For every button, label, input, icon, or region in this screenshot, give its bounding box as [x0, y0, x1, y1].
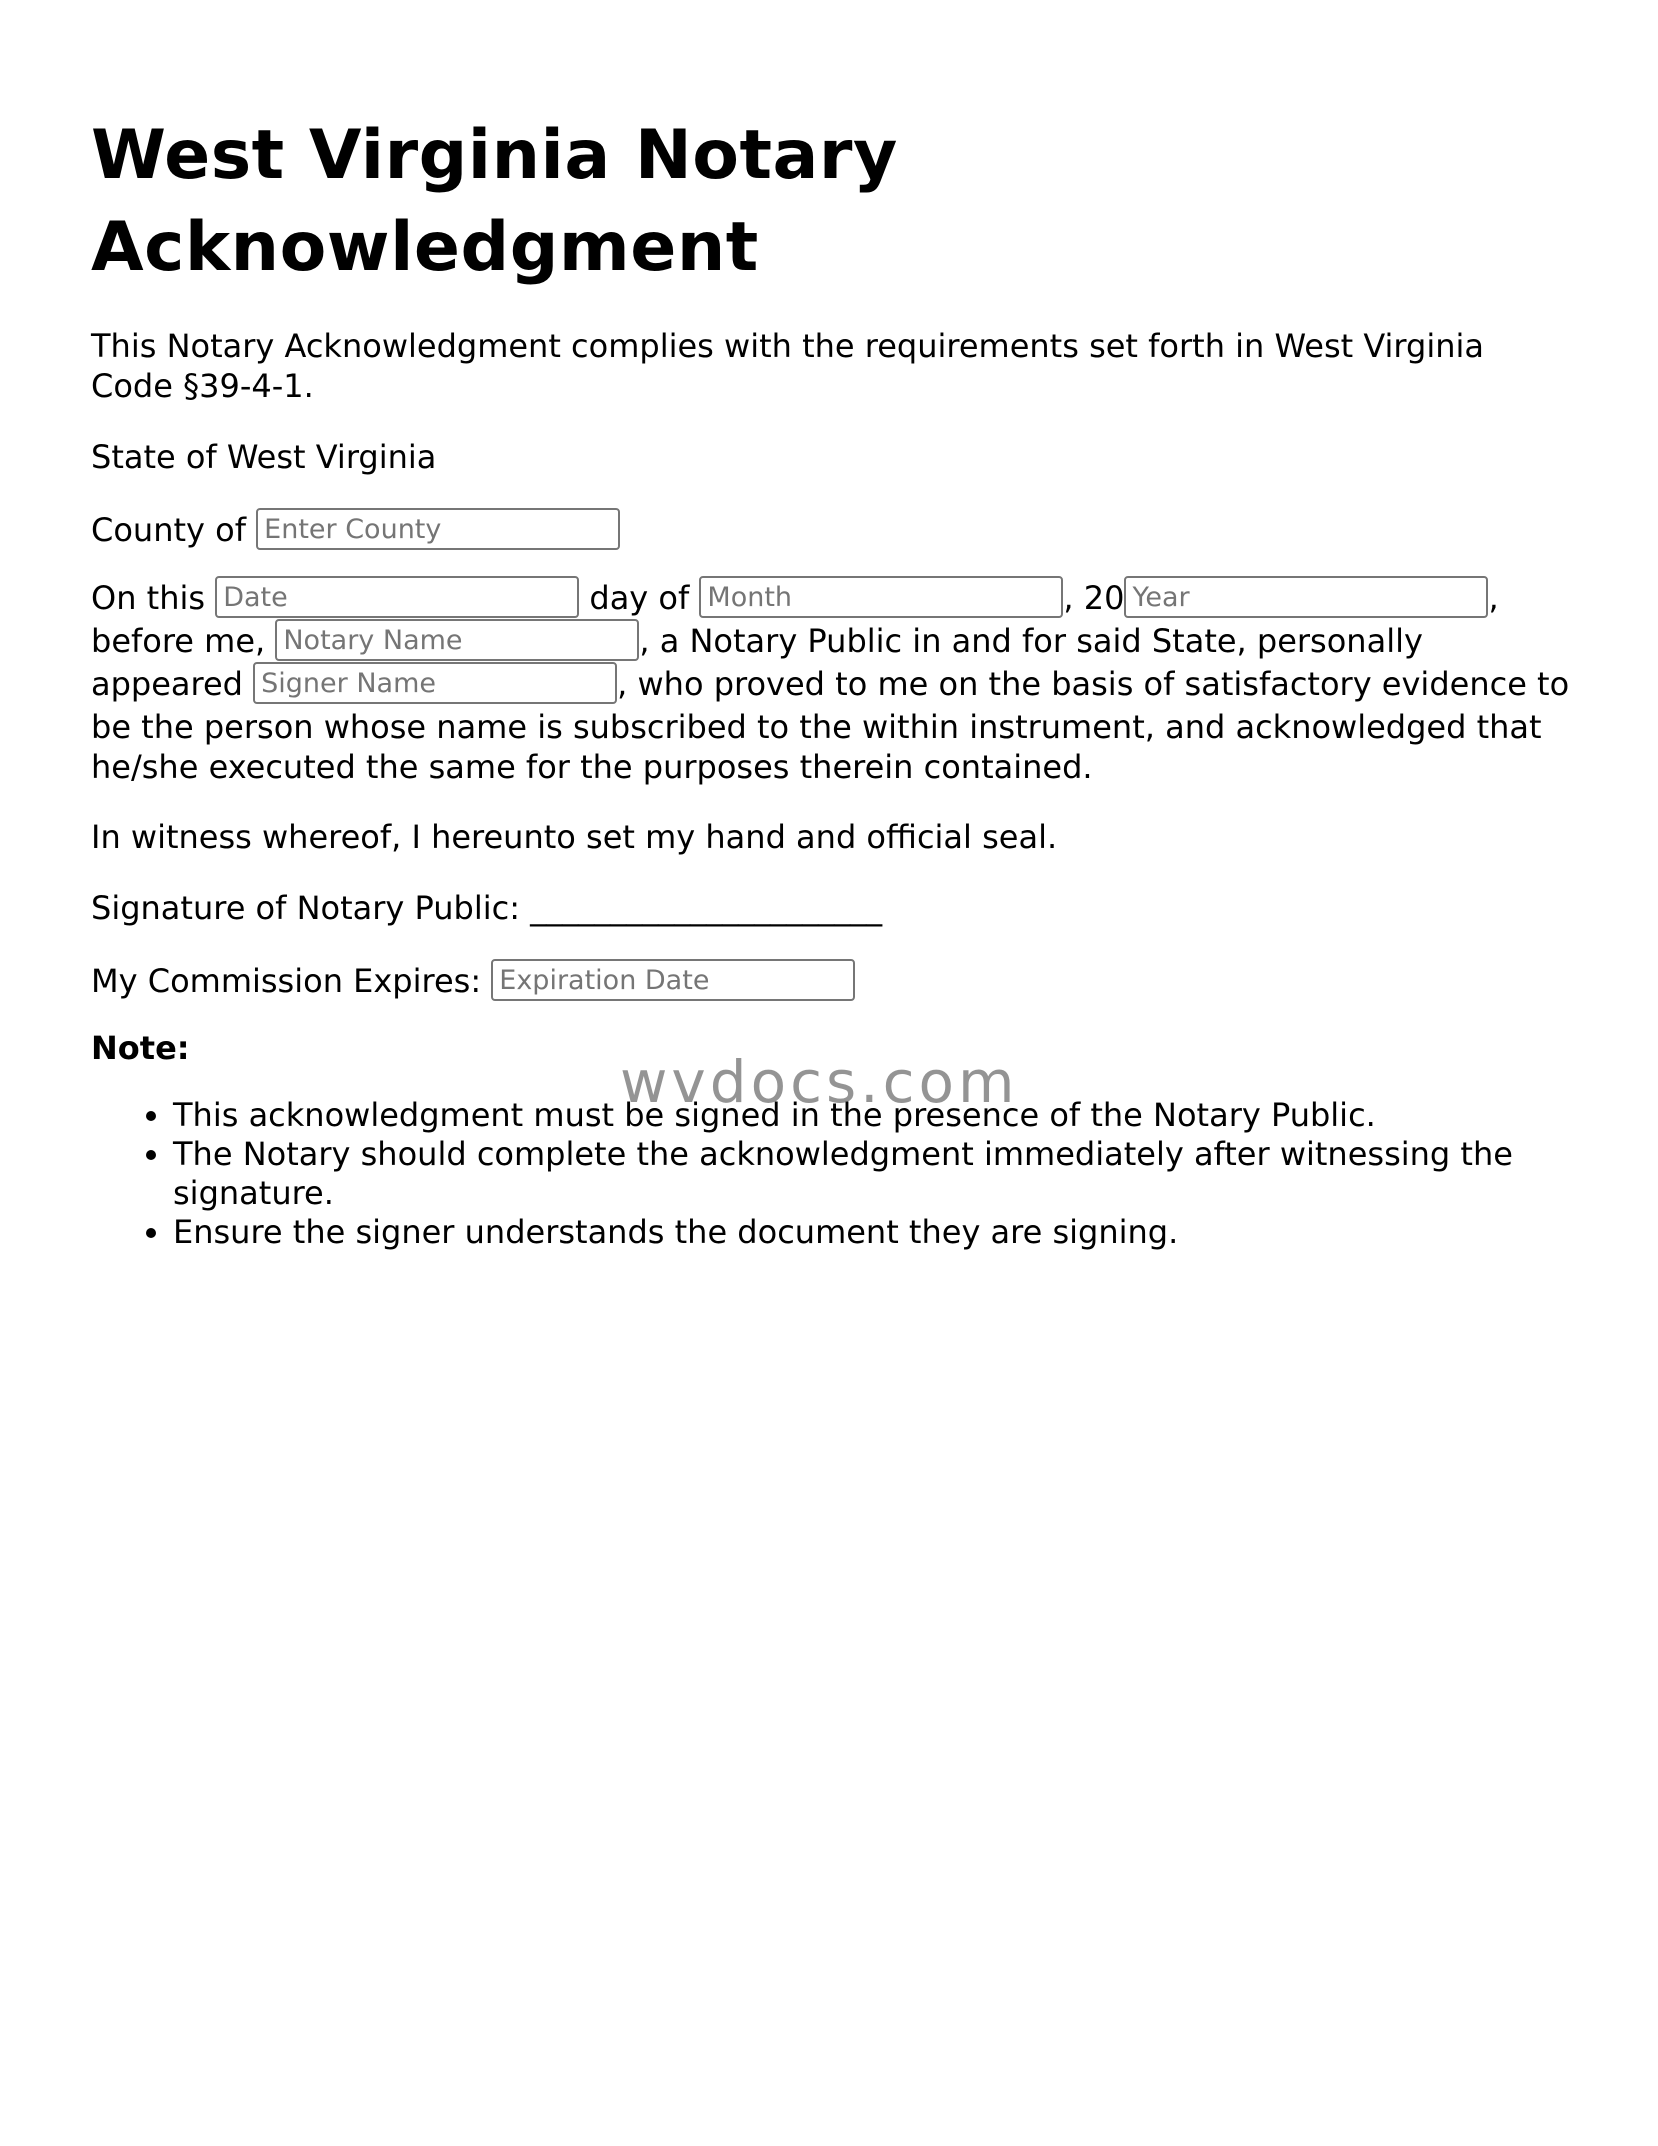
year-prefix-text: , 20	[1063, 579, 1125, 617]
year-input[interactable]	[1124, 576, 1488, 618]
signature-line	[91, 888, 1571, 928]
county-line	[91, 507, 1571, 553]
expiration-date-input[interactable]	[491, 959, 855, 1001]
note-heading: Note:	[91, 1029, 190, 1067]
month-input[interactable]	[699, 576, 1063, 618]
witness-line: In witness whereof, I hereunto set my hand and official seal.	[91, 818, 1058, 856]
document-page	[91, 110, 1571, 1252]
date-input[interactable]	[215, 576, 579, 618]
commission-label: My Commission Expires:	[91, 962, 482, 1000]
intro-paragraph: This Notary Acknowledgment complies with the requirements set forth in West Virginia Code §39-4-1.	[91, 327, 1484, 405]
signature-label: Signature of Notary Public:	[91, 889, 520, 927]
on-this-text: On this	[91, 579, 206, 617]
comma-text: ,	[1488, 579, 1499, 617]
note-item: • This acknowledgment must be signed in the presence of the Notary Public.	[173, 1096, 1571, 1135]
acknowledgment-paragraph	[91, 577, 1571, 787]
county-input[interactable]	[256, 508, 620, 550]
note-item: • The Notary should complete the acknowledgment immediately after witnessing the signature.	[173, 1135, 1571, 1213]
notary-name-input[interactable]	[275, 619, 639, 661]
commission-line	[91, 958, 1571, 1004]
watermark: wvdocs.com	[620, 1048, 1019, 1116]
signer-name-input[interactable]	[253, 662, 617, 704]
signature-blank: ______________________	[530, 889, 883, 927]
before-me-text: before me,	[91, 622, 266, 660]
page-title: West Virginia Notary Acknowledgment	[91, 116, 898, 287]
note-list	[91, 1096, 1571, 1252]
appeared-text: appeared	[91, 665, 243, 703]
state-line: State of West Virginia	[91, 438, 437, 476]
county-label: County of	[91, 511, 246, 549]
acknowledgment-body-text: , who proved to me on the basis of satisfactory evidence to be the person whose name is subscribed to the within instrument, and acknowledged that he/she executed the same for the purposes therein contained.	[91, 665, 1570, 786]
note-item: • Ensure the signer understands the document they are signing.	[173, 1213, 1571, 1252]
notary-public-text: , a Notary Public in and for said State, personally	[639, 622, 1423, 660]
day-of-text: day of	[589, 579, 690, 617]
